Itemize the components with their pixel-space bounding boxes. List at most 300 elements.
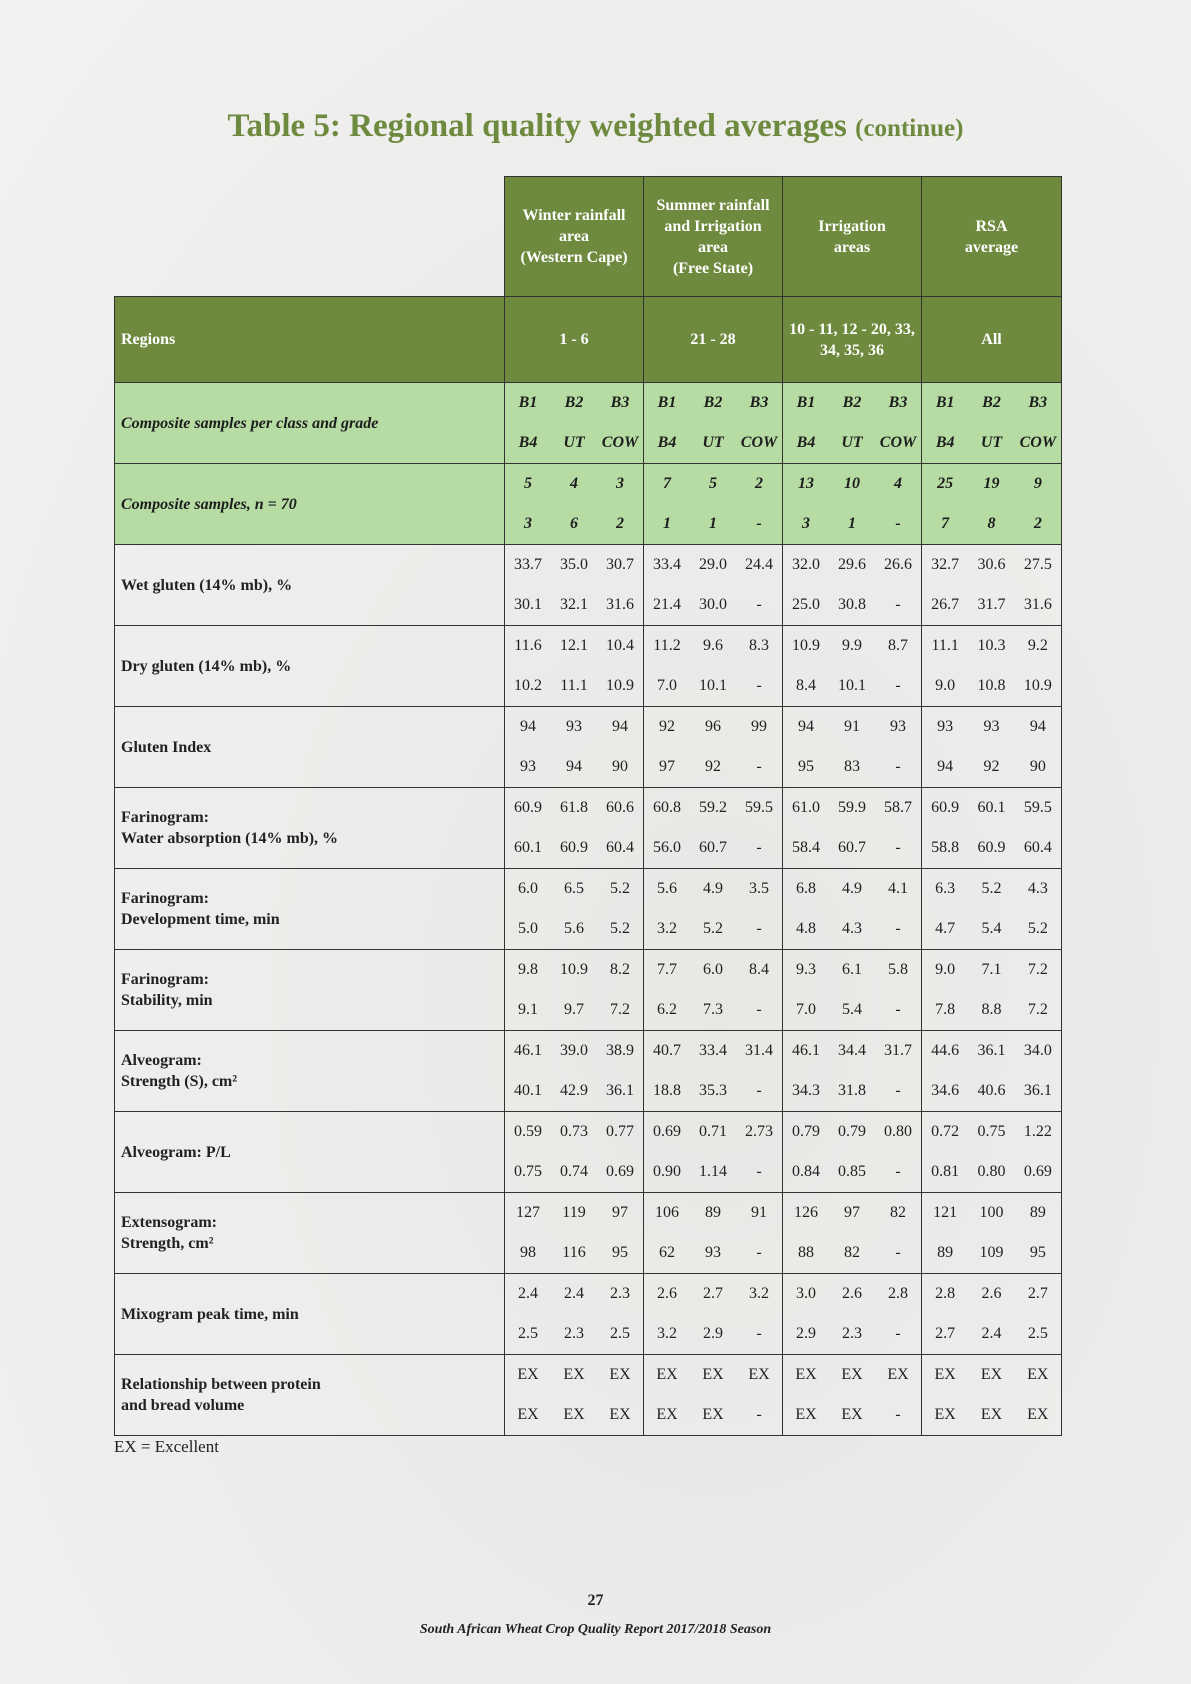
value-group-2 xyxy=(783,1355,922,1436)
value-grid xyxy=(505,788,643,868)
table-cell: 6.8 xyxy=(796,880,816,897)
value-group-2 xyxy=(783,383,922,464)
table-cell: 2.7 xyxy=(935,1325,956,1342)
value-grid xyxy=(505,1112,643,1192)
value-grid xyxy=(644,950,782,1030)
table-cell: 10.3 xyxy=(977,637,1006,654)
value-group-1 xyxy=(644,383,783,464)
table-cell: EX xyxy=(748,1366,770,1383)
table-cell: 19 xyxy=(983,475,1000,492)
value-grid xyxy=(505,1031,643,1111)
table-cell: 97 xyxy=(612,1204,628,1221)
table-cell: EX xyxy=(609,1366,631,1383)
table-cell: 3 xyxy=(616,475,624,492)
table-cell: 7.1 xyxy=(981,961,1002,978)
table-cell: 5.2 xyxy=(703,920,723,937)
regions-value-0 xyxy=(505,297,644,383)
table-cell: 33.4 xyxy=(653,556,681,573)
value-grid xyxy=(783,383,921,463)
table-cell: 60.8 xyxy=(653,799,681,816)
value-grid xyxy=(644,1031,782,1111)
page-footer: South African Wheat Crop Quality Report 2017/2018 Season xyxy=(419,1622,772,1637)
value-grid xyxy=(644,545,782,625)
table-cell: B4 xyxy=(796,434,816,451)
table-cell: 4.3 xyxy=(842,920,862,937)
table-cell: 6.0 xyxy=(703,961,723,978)
table-cell: 3.2 xyxy=(749,1285,769,1302)
page-number: 27 xyxy=(587,1592,604,1609)
value-group-1 xyxy=(644,707,783,788)
value-grid xyxy=(644,1112,782,1192)
value-group-3 xyxy=(922,788,1062,869)
value-group-2 xyxy=(783,545,922,626)
table-cell: 32.7 xyxy=(931,556,960,573)
value-group-2 xyxy=(783,626,922,707)
table-cell: 5.8 xyxy=(888,961,908,978)
table-cell: 4.8 xyxy=(796,920,816,937)
table-cell: 11.2 xyxy=(653,637,681,654)
table-cell: 91 xyxy=(844,718,860,735)
table-cell: 95 xyxy=(798,758,814,775)
value-grid xyxy=(922,1193,1061,1273)
table-cell: EX xyxy=(609,1406,631,1423)
table-cell: 93 xyxy=(983,718,1000,735)
table-cell: 6.3 xyxy=(935,880,956,897)
table-cell: 35.0 xyxy=(560,556,588,573)
table-cell: 30.0 xyxy=(699,596,727,613)
table-cell: 109 xyxy=(979,1244,1004,1261)
table-cell: 8.4 xyxy=(749,961,769,978)
page-title xyxy=(0,108,1191,145)
table-cell: 10.4 xyxy=(606,637,634,654)
area-name-line: (Western Cape) xyxy=(520,249,628,266)
row-label xyxy=(115,788,505,869)
table-cell: 7.2 xyxy=(1027,961,1048,978)
table-cell: - xyxy=(895,596,901,613)
value-grid xyxy=(922,788,1061,868)
row-label xyxy=(115,950,505,1031)
table-cell: 0.71 xyxy=(699,1123,727,1140)
value-grid xyxy=(505,545,643,625)
table-cell: 106 xyxy=(655,1204,679,1221)
value-grid xyxy=(644,869,782,949)
table-cell: - xyxy=(756,1325,762,1342)
table-cell: 60.9 xyxy=(931,799,960,816)
value-grid xyxy=(922,869,1061,949)
table-cell: 62 xyxy=(659,1244,675,1261)
table-cell: - xyxy=(895,1406,901,1423)
table-cell: 9 xyxy=(1033,475,1042,492)
table-cell: B2 xyxy=(982,394,1001,411)
table-cell: 11.1 xyxy=(931,637,959,654)
table-cell: EX xyxy=(795,1406,817,1423)
table-cell: 9.3 xyxy=(796,961,816,978)
value-group-2 xyxy=(783,1031,922,1112)
value-group-3 xyxy=(922,1031,1062,1112)
table-cell: 2.5 xyxy=(518,1325,538,1342)
value-group-2 xyxy=(783,950,922,1031)
table-cell: 127 xyxy=(516,1204,540,1221)
table-cell: EX xyxy=(517,1406,539,1423)
table-cell: 2.3 xyxy=(564,1325,584,1342)
table-cell: 0.80 xyxy=(977,1163,1006,1180)
table-cell: 82 xyxy=(890,1204,906,1221)
table-cell: B1 xyxy=(935,394,955,411)
table-cell: B3 xyxy=(888,394,908,411)
value-grid xyxy=(922,464,1061,544)
table-cell: - xyxy=(756,920,762,937)
table-cell: 46.1 xyxy=(792,1042,820,1059)
table-cell: 5 xyxy=(709,475,717,492)
row-label xyxy=(115,1031,505,1112)
table-cell: COW xyxy=(1019,434,1057,451)
table-cell: 21.4 xyxy=(653,596,681,613)
table-cell: 58.7 xyxy=(884,799,912,816)
value-group-3 xyxy=(922,707,1062,788)
sample-count-row xyxy=(115,464,1062,545)
value-grid xyxy=(783,545,921,625)
table-cell: 8.8 xyxy=(981,1001,1002,1018)
table-cell: 7 xyxy=(941,515,950,532)
table-cell: 6.1 xyxy=(842,961,862,978)
table-row xyxy=(115,1274,1062,1355)
table-cell: 30.6 xyxy=(977,556,1006,573)
footnote: EX = Excellent xyxy=(114,1437,219,1456)
table-cell: 92 xyxy=(659,718,675,735)
table-cell: 34.4 xyxy=(838,1042,866,1059)
table-cell: 2 xyxy=(755,475,763,492)
table-cell: 10 xyxy=(844,475,860,492)
table-cell: 2.3 xyxy=(842,1325,862,1342)
table-cell: 90 xyxy=(612,758,628,775)
table-cell: - xyxy=(895,758,901,775)
value-grid xyxy=(644,707,782,787)
table-cell: - xyxy=(756,596,762,613)
table-cell: 93 xyxy=(937,718,954,735)
table-cell: EX xyxy=(980,1366,1003,1383)
table-cell: 1 xyxy=(848,515,856,532)
table-cell: 36.1 xyxy=(606,1082,634,1099)
value-group-3 xyxy=(922,869,1062,950)
table-cell: 59.2 xyxy=(699,799,727,816)
table-cell: 26.7 xyxy=(931,596,960,613)
table-cell: 100 xyxy=(979,1204,1004,1221)
value-group-2 xyxy=(783,1112,922,1193)
row-label-line: Gluten Index xyxy=(121,738,212,756)
value-group-3 xyxy=(922,626,1062,707)
table-cell: 12.1 xyxy=(560,637,588,654)
table-cell: EX xyxy=(656,1366,678,1383)
row-label-line: and bread volume xyxy=(121,1397,245,1414)
table-cell: 2.9 xyxy=(796,1325,816,1342)
value-group-0 xyxy=(505,626,644,707)
row-label xyxy=(115,1193,505,1274)
table-cell: 82 xyxy=(844,1244,860,1261)
regions-text: 21 - 28 xyxy=(690,331,736,348)
table-cell: 11.6 xyxy=(514,637,542,654)
row-label xyxy=(115,464,505,545)
row-label-line: Strength, cm² xyxy=(121,1235,214,1252)
table-cell: 3.2 xyxy=(657,1325,677,1342)
value-group-0 xyxy=(505,950,644,1031)
table-cell: 44.6 xyxy=(931,1042,960,1059)
area-name-line: and Irrigation xyxy=(664,217,762,235)
value-group-1 xyxy=(644,626,783,707)
table-cell: 4.7 xyxy=(935,920,956,937)
table-cell: - xyxy=(895,1325,901,1342)
value-group-1 xyxy=(644,869,783,950)
value-group-0 xyxy=(505,1112,644,1193)
table-cell: 9.0 xyxy=(935,961,956,978)
title-suffix: (continue) xyxy=(855,115,964,142)
table-cell: 3 xyxy=(802,515,810,532)
table-cell: - xyxy=(756,1082,762,1099)
table-cell: - xyxy=(895,515,901,532)
table-cell: 11.1 xyxy=(560,677,588,694)
table-cell: EX xyxy=(517,1366,539,1383)
value-grid xyxy=(644,1193,782,1273)
value-grid xyxy=(505,1193,643,1273)
table-cell: 1 xyxy=(709,515,717,532)
value-group-1 xyxy=(644,464,783,545)
table-cell: 1 xyxy=(663,515,671,532)
table-cell: 2.6 xyxy=(842,1285,862,1302)
value-group-1 xyxy=(644,1031,783,1112)
value-grid xyxy=(505,1274,643,1354)
value-grid xyxy=(505,464,643,544)
table-cell: 60.7 xyxy=(699,839,727,856)
table-cell: 32.1 xyxy=(560,596,588,613)
table-cell: UT xyxy=(841,434,863,451)
table-cell: 2.4 xyxy=(564,1285,584,1302)
table-cell: 0.84 xyxy=(792,1163,820,1180)
table-row xyxy=(115,707,1062,788)
table-cell: 7.2 xyxy=(610,1001,630,1018)
value-group-1 xyxy=(644,788,783,869)
table-cell: - xyxy=(895,1244,901,1261)
table-cell: EX xyxy=(563,1406,585,1423)
table-cell: 30.7 xyxy=(606,556,634,573)
table-cell: 0.77 xyxy=(606,1123,634,1140)
value-grid xyxy=(644,626,782,706)
table-cell: 2.73 xyxy=(745,1123,773,1140)
value-grid xyxy=(644,1274,782,1354)
value-group-0 xyxy=(505,464,644,545)
table-cell: 0.79 xyxy=(838,1123,866,1140)
value-grid xyxy=(783,788,921,868)
table-cell: 6.0 xyxy=(518,880,538,897)
row-label xyxy=(115,707,505,788)
table-cell: 31.8 xyxy=(838,1082,866,1099)
table-row xyxy=(115,1193,1062,1274)
table-cell: 8.3 xyxy=(749,637,769,654)
area-name-line: Irrigation xyxy=(818,217,886,235)
table-cell: B1 xyxy=(657,394,677,411)
table-cell: 2.6 xyxy=(981,1285,1002,1302)
table-row xyxy=(115,869,1062,950)
row-label xyxy=(115,1112,505,1193)
value-grid xyxy=(783,1355,921,1435)
row-label xyxy=(115,1355,505,1436)
table-row xyxy=(115,545,1062,626)
table-cell: - xyxy=(756,1406,762,1423)
table-cell: 5.6 xyxy=(564,920,584,937)
value-group-1 xyxy=(644,1274,783,1355)
table-cell: 33.4 xyxy=(699,1042,727,1059)
table-cell: 59.5 xyxy=(1023,799,1052,816)
value-grid xyxy=(922,1274,1061,1354)
table-cell: 8.7 xyxy=(888,637,908,654)
table-cell: - xyxy=(756,515,762,532)
table-cell: 60.9 xyxy=(514,799,542,816)
value-grid xyxy=(783,950,921,1030)
table-cell: 40.6 xyxy=(977,1082,1006,1099)
table-cell: 5.2 xyxy=(1027,920,1048,937)
table-cell: 26.6 xyxy=(884,556,912,573)
value-group-0 xyxy=(505,1193,644,1274)
table-cell: 2 xyxy=(1033,515,1042,532)
table-cell: 34.0 xyxy=(1023,1042,1052,1059)
table-cell: B2 xyxy=(564,394,584,411)
regions-value-1 xyxy=(644,297,783,383)
value-grid xyxy=(922,626,1061,706)
table-cell: 2.3 xyxy=(610,1285,630,1302)
row-label-line: Farinogram: xyxy=(121,809,209,826)
table-cell: 89 xyxy=(705,1204,721,1221)
table-cell: B2 xyxy=(842,394,862,411)
row-label xyxy=(115,626,505,707)
table-cell: 2.4 xyxy=(518,1285,538,1302)
table-cell: B3 xyxy=(610,394,630,411)
table-cell: 6.5 xyxy=(564,880,584,897)
value-grid xyxy=(505,626,643,706)
quality-table xyxy=(114,176,1062,1436)
table-cell: EX xyxy=(795,1366,817,1383)
table-cell: B3 xyxy=(1028,394,1048,411)
value-grid xyxy=(644,1355,782,1435)
table-cell: 3.0 xyxy=(796,1285,816,1302)
table-cell: 0.81 xyxy=(931,1163,960,1180)
value-group-3 xyxy=(922,1274,1062,1355)
table-cell: 93 xyxy=(520,758,536,775)
table-cell: B4 xyxy=(935,434,955,451)
table-cell: EX xyxy=(887,1366,909,1383)
table-cell: B4 xyxy=(657,434,677,451)
area-header-row xyxy=(115,177,1062,297)
table-cell: - xyxy=(756,1163,762,1180)
row-label-line: Farinogram: xyxy=(121,971,209,988)
value-group-3 xyxy=(922,950,1062,1031)
table-cell: 2.7 xyxy=(1027,1285,1048,1302)
table-cell: 83 xyxy=(844,758,860,775)
table-cell: 99 xyxy=(751,718,767,735)
area-name-line: average xyxy=(964,238,1019,256)
table-cell: B1 xyxy=(796,394,816,411)
table-cell: 4.9 xyxy=(703,880,723,897)
row-label-line: Alveogram: xyxy=(121,1052,202,1069)
area-name-line: Winter rainfall xyxy=(522,207,626,224)
table-cell: 39.0 xyxy=(560,1042,588,1059)
table-cell: 5.2 xyxy=(981,880,1002,897)
table-cell: 27.5 xyxy=(1023,556,1052,573)
table-cell: - xyxy=(756,758,762,775)
value-grid xyxy=(644,464,782,544)
table-cell: EX xyxy=(1027,1406,1049,1423)
table-cell: 97 xyxy=(659,758,675,775)
table-cell: 0.74 xyxy=(560,1163,588,1180)
table-cell: 10.9 xyxy=(606,677,634,694)
table-cell: 0.80 xyxy=(884,1123,912,1140)
regions-value-3 xyxy=(922,297,1062,383)
value-group-3 xyxy=(922,1112,1062,1193)
table-row xyxy=(115,626,1062,707)
table-cell: 92 xyxy=(705,758,721,775)
value-group-2 xyxy=(783,1193,922,1274)
table-cell: 7.8 xyxy=(935,1001,956,1018)
value-group-3 xyxy=(922,383,1062,464)
table-cell: B4 xyxy=(518,434,538,451)
table-cell: 9.1 xyxy=(518,1001,538,1018)
area-name-line: Summer rainfall xyxy=(656,196,770,214)
table-cell: 30.8 xyxy=(838,596,866,613)
table-cell: 25.0 xyxy=(792,596,820,613)
value-grid xyxy=(644,788,782,868)
table-cell: 2.6 xyxy=(657,1285,677,1302)
table-cell: 33.7 xyxy=(514,556,542,573)
table-cell: EX xyxy=(980,1406,1003,1423)
table-cell: UT xyxy=(702,434,724,451)
table-cell: 2.5 xyxy=(1027,1325,1048,1342)
area-name-line: RSA xyxy=(975,217,1008,235)
table-cell: EX xyxy=(934,1406,956,1423)
table-cell: 60.1 xyxy=(977,799,1006,816)
regions-text: 10 - 11, 12 - 20, 33, 34, 35, 36 xyxy=(789,320,915,359)
table-cell: 1.14 xyxy=(699,1163,727,1180)
table-cell: 3.2 xyxy=(657,920,677,937)
table-cell: - xyxy=(895,677,901,694)
table-cell: 0.75 xyxy=(977,1123,1006,1140)
value-grid xyxy=(783,1274,921,1354)
blank-corner xyxy=(115,177,505,297)
value-group-3 xyxy=(922,464,1062,545)
table-cell: 89 xyxy=(937,1244,954,1261)
table-cell: 8.4 xyxy=(796,677,816,694)
table-cell: 58.8 xyxy=(931,839,960,856)
value-grid xyxy=(783,1031,921,1111)
table-cell: 29.0 xyxy=(699,556,727,573)
table-row xyxy=(115,788,1062,869)
row-label-line: Strength (S), cm² xyxy=(121,1073,238,1090)
table-cell: 0.85 xyxy=(838,1163,866,1180)
row-label-line: Water absorption (14% mb), % xyxy=(121,830,339,847)
table-cell: - xyxy=(895,839,901,856)
table-cell: 126 xyxy=(794,1204,818,1221)
table-cell: 0.69 xyxy=(1023,1163,1052,1180)
table-cell: 9.7 xyxy=(564,1001,584,1018)
table-cell: 2.5 xyxy=(610,1325,630,1342)
value-group-0 xyxy=(505,869,644,950)
table-cell: 9.2 xyxy=(1027,637,1048,654)
value-grid xyxy=(922,1112,1061,1192)
table-cell: B2 xyxy=(703,394,723,411)
row-label-line: Extensogram: xyxy=(121,1214,217,1231)
table-cell: 6 xyxy=(570,515,578,532)
table-cell: EX xyxy=(702,1406,724,1423)
table-cell: 7.2 xyxy=(1027,1001,1048,1018)
table-cell: 9.8 xyxy=(518,961,538,978)
value-grid xyxy=(922,383,1061,463)
value-group-2 xyxy=(783,1274,922,1355)
